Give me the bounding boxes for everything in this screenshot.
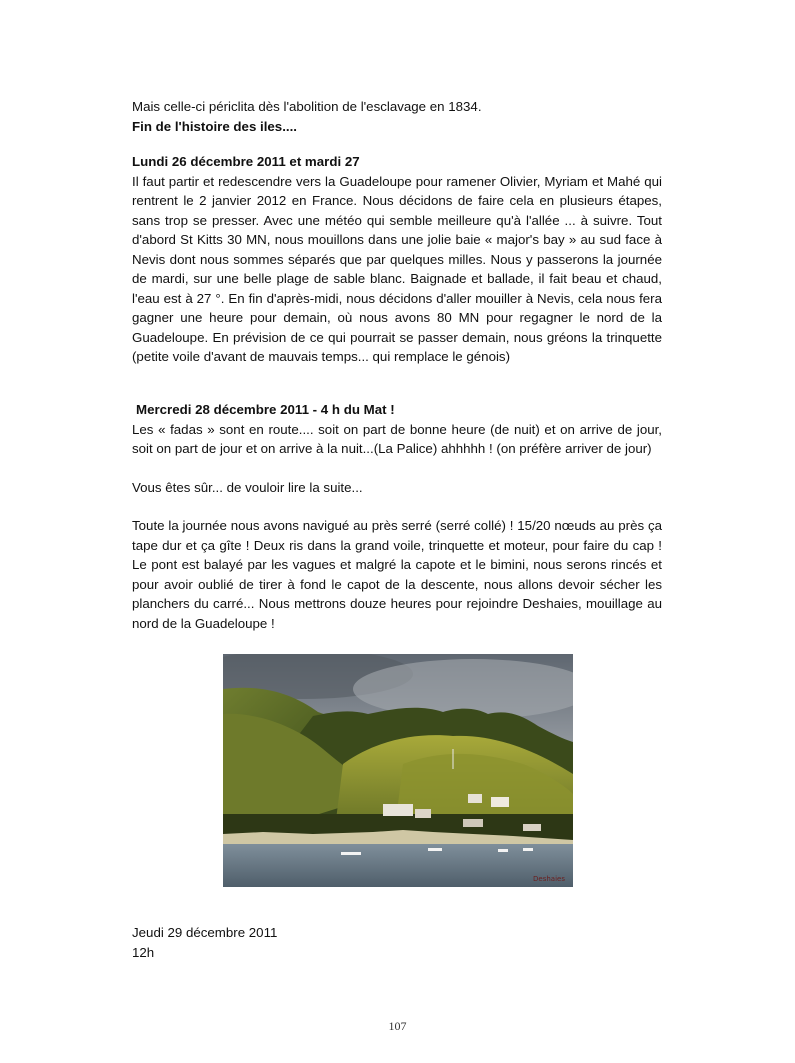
- section-paragraph: Toute la journée nous avons navigué au près serré (serré collé) ! 15/20 nœuds au près ça tape dur et ça gîte ! Deux ris dans la grand voile, trinquette et moteur, pour faire du cap ! Le pont est balayé par les vagues et malgré la capote et le bimini, nous serons rincés et pour avoir oublié de tirer à fond le capot de la descente, nous allons devoir sécher les planchers du carré... Nous mettrons douze heures pour rejoindre Deshaies, mouillage au nord de la Guadeloupe !: [132, 518, 662, 631]
- section-mercredi: [132, 400, 662, 633]
- photo-caption: Deshaies: [533, 875, 565, 883]
- section-date: Jeudi 29 décembre 2011: [132, 925, 278, 940]
- section-paragraph: Il faut partir et redescendre vers la Guadeloupe pour ramener Olivier, Myriam et Mahé qui rentrent le 2 janvier 2012 en France. Nous décidons de faire cela en plusieurs étapes, sans trop se presser. Avec une météo qui semble meilleure qu'à l'allée ... à suivre. Tout d'abord St Kitts 30 MN, nous mouillons dans une jolie baie « major's bay » au sud face à Nevis dont nous sommes séparés que par quelques milles. Nous y passerons la journée de mardi, sur une belle plage de sable blanc. Baignade et ballade, il fait beau et chaud, l'eau est à 27 °. En fin d'après-midi, nous décidons d'aller mouiller à Nevis, cela nous fera gagner une heure pour demain, où nous avons 80 MN pour regagner le nord de la Guadeloupe. En prévision de ce qui pourrait se passer demain, nous gréons la trinquette (petite voile d'avant de mauvais temps... qui remplace le génois): [132, 173, 662, 364]
- page-number: 107: [388, 1019, 407, 1033]
- section-heading: Lundi 26 décembre 2011 et mardi 27: [132, 154, 360, 169]
- section-jeudi: [132, 923, 662, 962]
- section-paragraph: Vous êtes sûr... de vouloir lire la suite...: [132, 479, 363, 495]
- section-paragraph: Les « fadas » sont en route.... soit on part de bonne heure (de nuit) et on arrive de jour, soit on part de jour et on arrive à la nuit...(La Palice) ahhhhh ! (on préfère arriver de jour): [132, 421, 662, 456]
- deshaies-photo: [223, 654, 573, 887]
- section-time: 12h: [132, 944, 155, 960]
- section-lundi: [132, 152, 662, 367]
- intro-end-line: Fin de l'histoire des iles....: [132, 118, 297, 134]
- intro-line: Mais celle-ci périclita dès l'abolition de l'esclavage en 1834.: [132, 99, 482, 114]
- section-heading: Mercredi 28 décembre 2011 - 4 h du Mat !: [136, 402, 395, 417]
- intro-block: [132, 97, 662, 136]
